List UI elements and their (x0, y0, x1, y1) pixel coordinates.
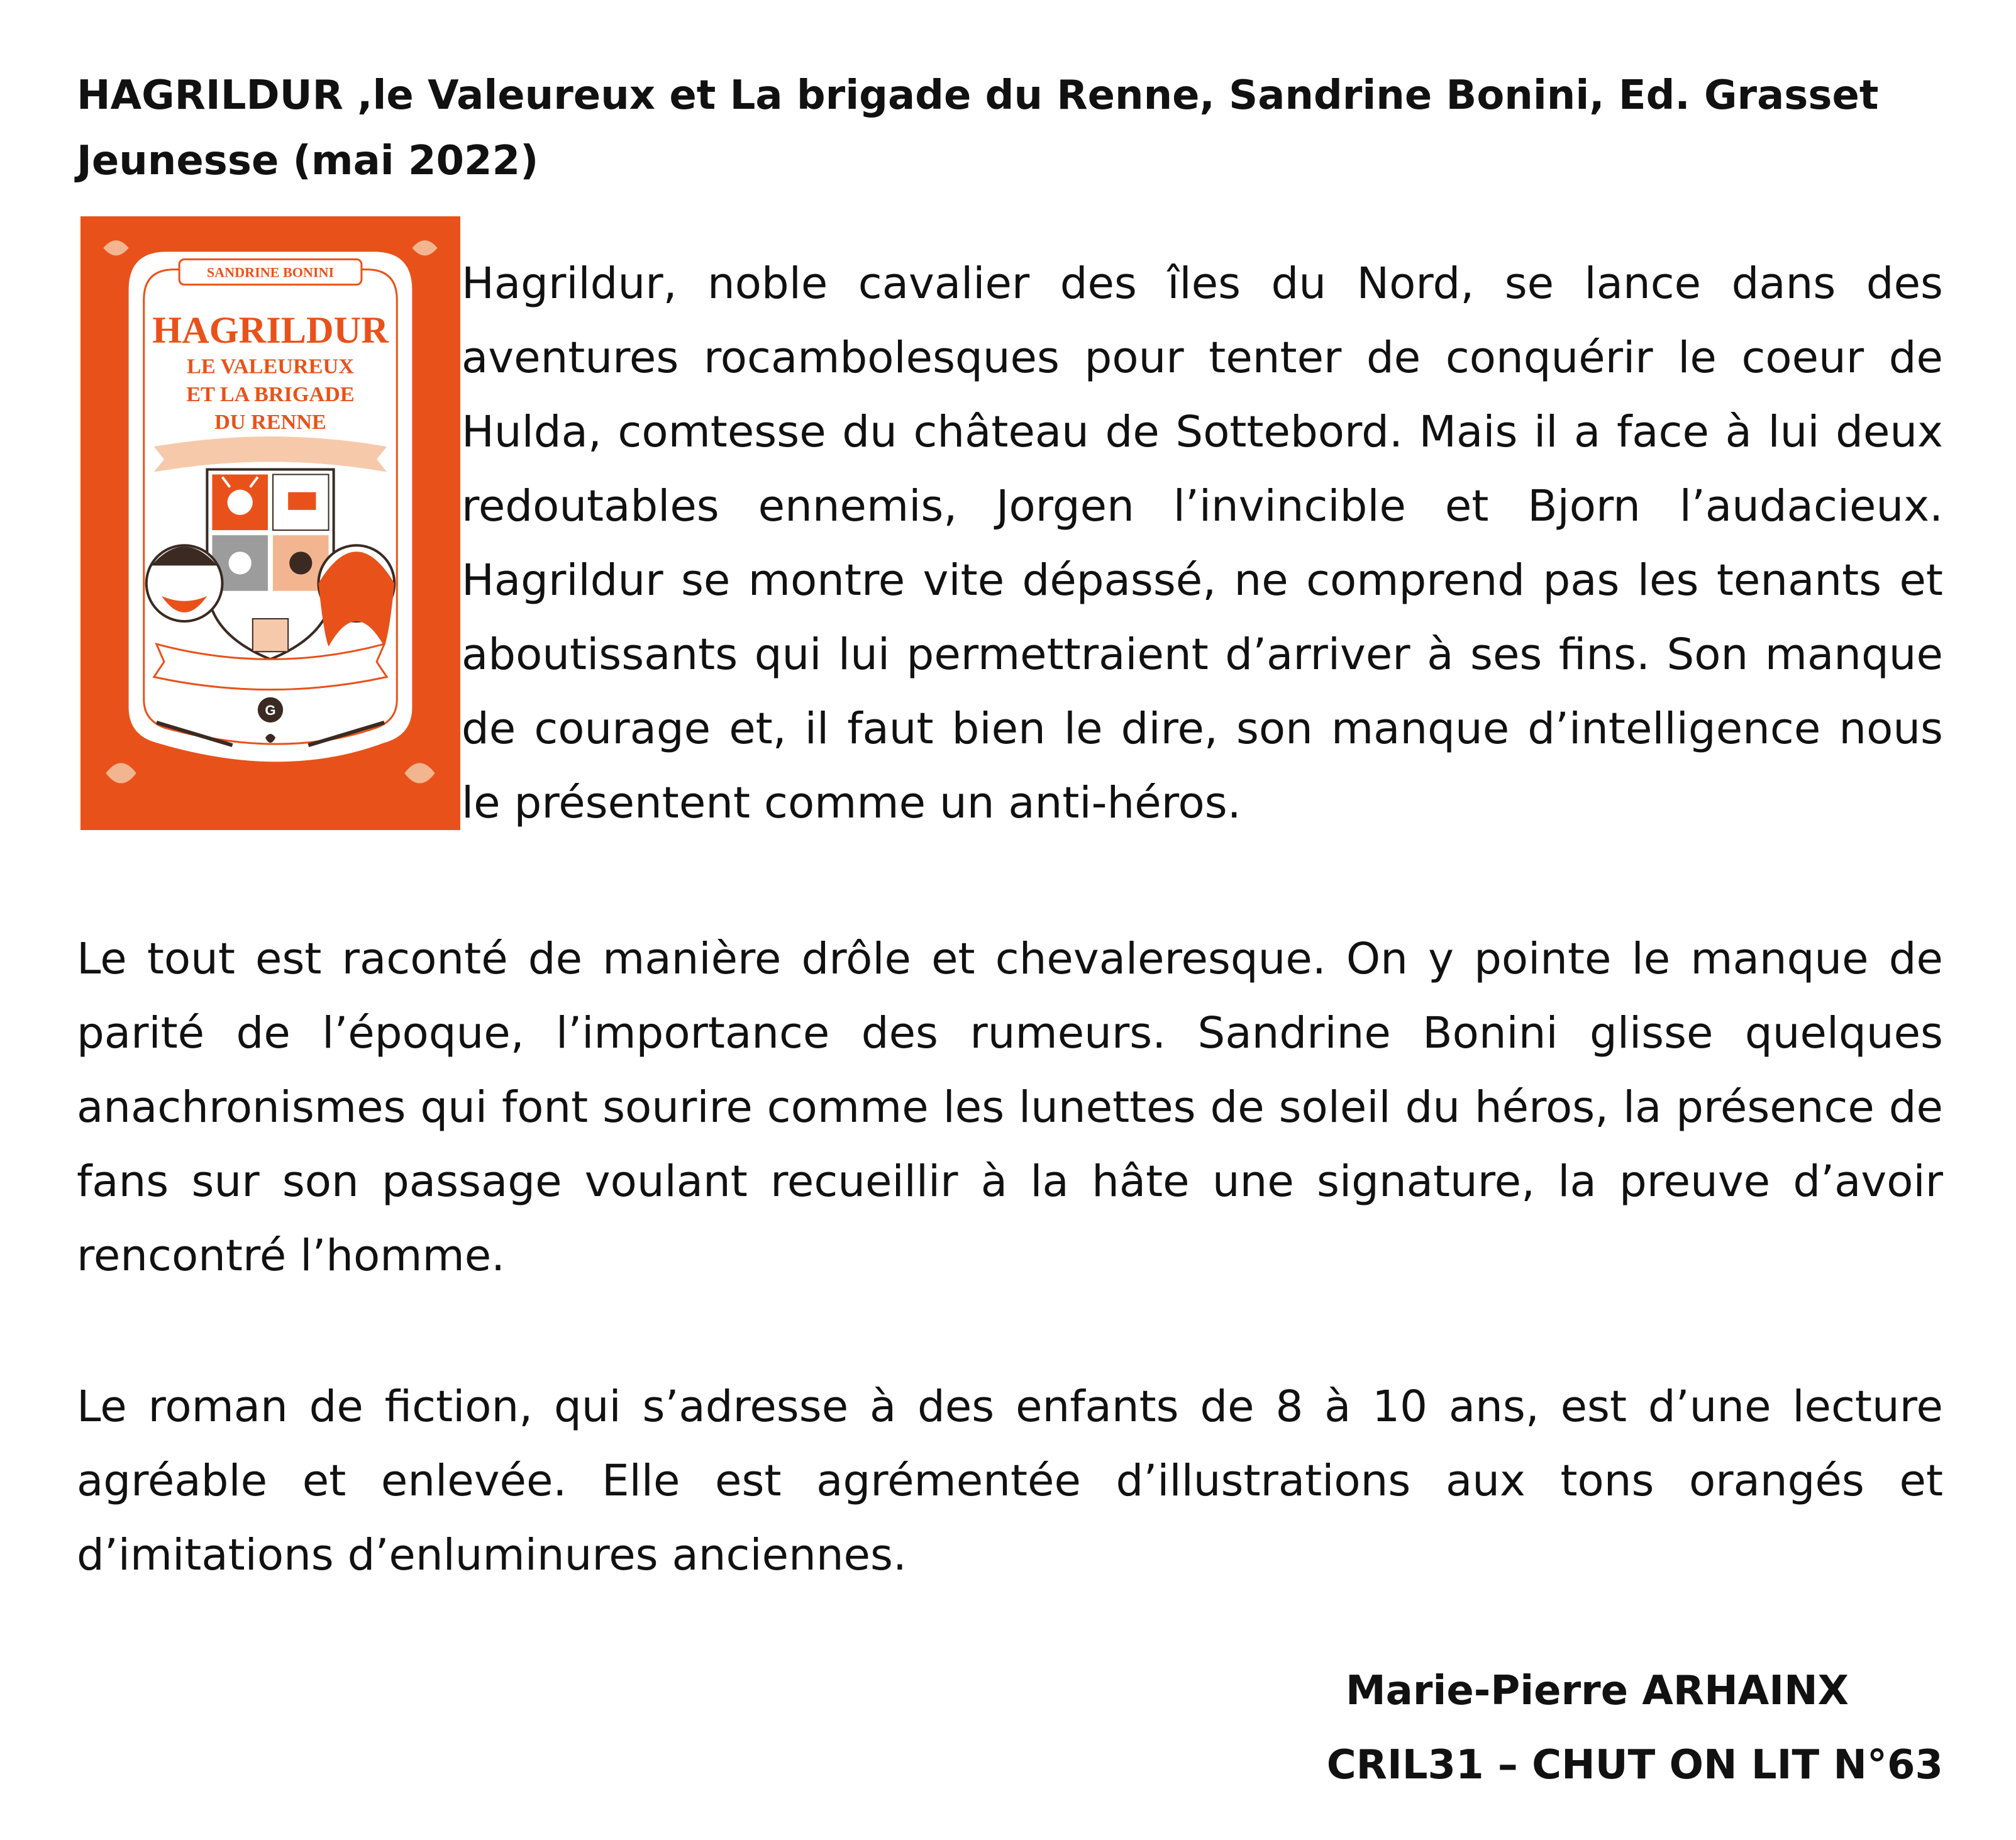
publication-reference: CRIL31 – CHUT ON LIT N°63 (1326, 1742, 1943, 1788)
review-paragraph-3: Le roman de fiction, qui s’adresse à des enfants de 8 à 10 ans, est d’une lecture agréable et enlevée. Elle est agrémentée d’illustrations aux tons orangés et d’imitations d’enluminures anciennes. (77, 1382, 1943, 1580)
reviewer-name: Marie-Pierre ARHAINX (1345, 1668, 1849, 1714)
review-paragraph-2: Le tout est raconté de manière drôle et chevaleresque. On y pointe le manque de parité de l’époque, l’importance des rumeurs. Sandrine Bonini glisse quelques anachronismes qui font sourire comme les lunettes de soleil du héros, la présence de fans sur son passage voulant recueillir à la hâte une signature, la preuve d’avoir rencontré l’homme. (77, 934, 1943, 1281)
cover-title-line-3: ET LA BRIGADE (186, 382, 355, 406)
review-title: HAGRILDUR ,le Valeureux et La brigade du Renne, Sandrine Bonini, Ed. Grasset Jeunesse (mai 2022) (77, 72, 1879, 184)
book-cover-illustration (80, 216, 460, 830)
cover-title-line-2: LE VALEUREUX (187, 355, 354, 379)
signature-block (1327, 1654, 1943, 1802)
review-paragraph-1: Hagrildur, noble cavalier des îles du Nord, se lance dans des aventures rocambolesques pour tenter de conquérir le coeur de Hulda, comtesse du château de Sottebord. Mais il a face à lui deux redoutables ennemis, Jorgen l’invincible et Bjorn l’audacieux. Hagrildur se montre vite dépassé, ne comprend pas les tenants et aboutissants qui lui permettraient d’arriver à ses fins. Son manque de courage et, il faut bien le dire, son manque d’intelligence nous le présentent comme un anti-héros. (462, 258, 1943, 828)
cover-title-line-4: DU RENNE (214, 411, 326, 435)
cover-author: SANDRINE BONINI (206, 264, 335, 280)
cover-title-line-1: HAGRILDUR (152, 309, 389, 352)
cover-publisher-mark: G (265, 702, 276, 718)
book-cover-image (80, 216, 460, 830)
